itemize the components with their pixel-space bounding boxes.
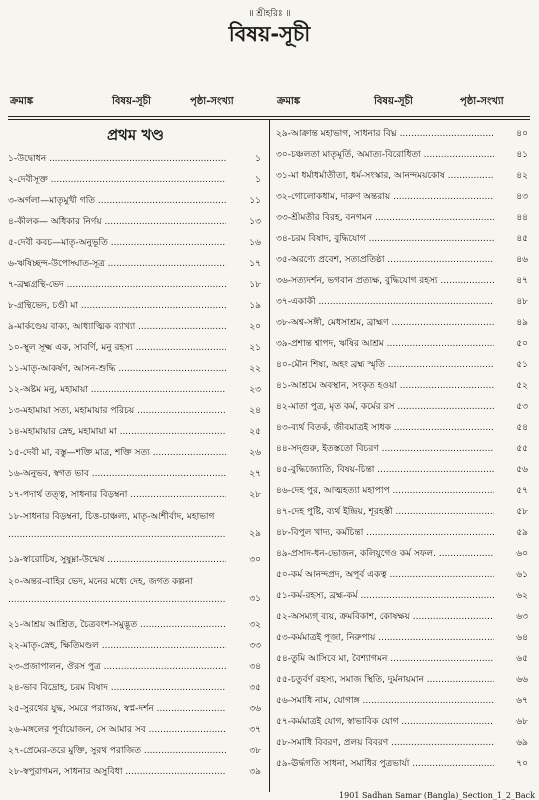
entry-page-number: ৫২ (516, 381, 528, 391)
entry-page-number: ৫৬ (516, 465, 528, 475)
entry-title: ২২-মাতৃ-স্নেহ, ক্ষিতিমণ্ডল ..... (8, 640, 226, 652)
entry-title: ৩-অর্গলা—মাতৃমুখী গতি ..... (8, 195, 226, 207)
entry-page-number: ৩৬ (249, 704, 261, 714)
entry-page-number: ৪০ (516, 129, 528, 139)
entry-page-number: ৪৮ (516, 297, 528, 307)
right-header-page: পৃষ্ঠা-সংখ্যা (460, 96, 504, 107)
entry-page-number: ৩৪ (249, 662, 261, 672)
left-entry-list (8, 149, 263, 783)
entry-page-number: ৭০ (516, 759, 528, 769)
entry-page-number: ৩৫ (249, 683, 261, 693)
entry-title: ৮-গ্রন্থিভেদ, চণ্ডী মা ..... (8, 300, 226, 312)
entry-page-number: ২১ (249, 343, 261, 353)
column-divider (269, 120, 270, 792)
entry-title: ২৫-সুরথের যুদ্ধ, সমরে পরাজয়, স্বপ্ন-দর্শন ..... (8, 703, 226, 715)
toc-entry (276, 166, 530, 187)
toc-entry (276, 250, 530, 271)
entry-page-number: ৩৩ (249, 641, 261, 651)
entry-page-number: ৩৭ (249, 725, 261, 735)
entry-title: ৩৭-একাকী ..... (276, 296, 494, 308)
toc-entry (8, 636, 263, 657)
toc-entry (8, 762, 263, 783)
toc-entry (276, 355, 530, 376)
toc-entry (276, 460, 530, 481)
entry-page-number: ২২ (249, 364, 261, 374)
entry-page-number: ২৭ (249, 469, 261, 479)
toc-entry (276, 565, 530, 586)
entry-title: ৪০-মৌন শিষ্য, অহং ব্রহ্ম স্মৃতি ..... (276, 359, 494, 371)
entry-page-number: ৪১ (516, 150, 528, 160)
entry-title: ৪২-মাতা পুত্র, মৃত কর্ম, কর্মের রস ..... (276, 401, 494, 413)
toc-entry (276, 523, 530, 544)
entry-page-number: ৬৬ (516, 675, 528, 685)
entry-title: ২১-আশ্রয় আশ্রিত, চৈত্রবংশ-সমুদ্ভূত ..... (8, 619, 226, 631)
entry-title: ৫১-কর্ম-রহস্য, ব্রহ্ম-কর্ম ..... (276, 590, 494, 602)
entry-title: ৪৯-প্রসাদ-ধন-ভোজন, কলিযুগেও কর্ম সফল. ..... (276, 548, 494, 560)
toc-entry (8, 506, 263, 550)
entry-title: ৩৬-সত্যদর্শন, ভগবান প্রত্যক্ষ, বুদ্ধিযোগ রহস্য ..... (276, 275, 494, 287)
left-header-subject: বিষয়-সূচী (112, 96, 151, 107)
left-header-serial: ক্রমাঙ্ক (10, 96, 34, 107)
entry-page-number: ১৭ (249, 259, 261, 269)
entry-page-number: ১ (255, 154, 261, 164)
entry-title: ৪৬-দেহ পুর, আত্মহত্যা মহাপাপ ..... (276, 485, 494, 497)
entry-title: ৫-দেবী কবচ—মাতৃ-অনুভূতি ..... (8, 237, 226, 249)
entry-page-number: ৬৭ (516, 696, 528, 706)
entry-page-number: ২৮ (249, 490, 261, 500)
toc-entry (8, 233, 263, 254)
toc-entry (8, 296, 263, 317)
entry-title: ১৩-মহামায়া সত্য, মহামায়ার পরিচয় ..... (8, 405, 226, 417)
entry-title: ৭-ব্রহ্মগ্রন্থি-ভেদ ..... (8, 279, 226, 291)
toc-entry (8, 741, 263, 762)
entry-title: ৩২-গোলোকধাম, দারুণ অন্তরায় ..... (276, 191, 494, 203)
entry-page-number: ৬০ (516, 549, 528, 559)
entry-title: ৪৫-বুদ্ধিজ্যোতি, বিষয়-চিন্তা ..... (276, 464, 494, 476)
entry-title: ১২-অষ্টম মনু, মহামায়া ..... (8, 384, 226, 396)
right-header-subject: বিষয়-সূচী (374, 96, 413, 107)
entry-page-number: ৬৪ (516, 633, 528, 643)
toc-entry (276, 397, 530, 418)
left-column (8, 124, 263, 783)
entry-page-number: ৬৩ (516, 612, 528, 622)
entry-title: ১৫-দেবী মা, বস্তু—শক্তি মাত্র, শক্তি সত্য ..... (8, 447, 226, 459)
toc-entry (276, 544, 530, 565)
toc-entry (276, 754, 530, 775)
footer-caption: 1901 Sadhan Samar (Bangla)_Section_1_2_Back (339, 791, 535, 800)
toc-entry (276, 313, 530, 334)
entry-title: ২৭-প্রেমের-তরে মুক্তি, সুরথ পরাজিত ..... (8, 745, 226, 757)
entry-title: ৫০-কর্ম আনন্দপ্রদ, অপূর্ব একত্ব ..... (276, 569, 494, 581)
entry-title: ২৪-ভাব বিদ্রোহ, চরম বিষাদ ..... (8, 682, 226, 694)
toc-entry (8, 485, 263, 506)
entry-page-number: ১৮ (249, 280, 261, 290)
entry-title: ৪৪-সদ্গুরু, ইতস্ততো বিচরণ ..... (276, 443, 494, 455)
entry-page-number: ৪২ (516, 171, 528, 181)
toc-entry (276, 376, 530, 397)
entry-title: ১৪-মহামায়ার স্নেহ, মহামায়া মা ..... (8, 426, 226, 438)
entry-title: ২৬-মঙ্গলের পূর্বায়োজন, সে আমার সব ..... (8, 724, 226, 736)
entry-title: ৫৯-ঊর্দ্ধগতি সাধনা, সমাধির পুত্রভার্যা ..... (276, 758, 494, 770)
toc-entry (8, 254, 263, 275)
toc-entry (8, 317, 263, 338)
entry-title: ৫৫-চতুর্বর্ণ রহস্য, সমাজ স্থিতি, দুর্মনায়মান ..... (276, 674, 494, 686)
entry-title: ৫৪-তুমি আসিবে মা, বৈশ্যাগমন ..... (276, 653, 494, 665)
toc-entry (276, 208, 530, 229)
entry-page-number: ৩১ (249, 594, 261, 604)
left-header-page: পৃষ্ঠা-সংখ্যা (190, 96, 234, 107)
entry-title: ৩৫-অরণ্যে প্রবেশ, সত্যপ্রতিষ্ঠা ..... (276, 254, 494, 266)
entry-title: ২০-অন্তর-বাহির ভেদ, মনের মধ্যে দেহ, জগত কল্পনা ..... (8, 573, 226, 609)
toc-entry (8, 550, 263, 571)
entry-title: ৫৮-সমাধি বিবরণ, প্রলয় বিবরণ ..... (276, 737, 494, 749)
toc-entry (8, 657, 263, 678)
entry-page-number: ৬৯ (516, 738, 528, 748)
toc-entry (276, 586, 530, 607)
entry-page-number: ৩২ (249, 620, 261, 630)
entry-title: ৩১-মা ধর্মাধর্মাতীতা, ধর্ম-সংস্কার, আনন্দময়কোষ ..... (276, 170, 494, 182)
entry-page-number: ২০ (249, 322, 261, 332)
toc-entry (8, 212, 263, 233)
entry-title: ১১-মাতৃ-আকর্ষণ, আসন-শুদ্ধি ..... (8, 363, 226, 375)
entry-page-number: ২৬ (249, 448, 261, 458)
right-entry-list (276, 124, 530, 775)
entry-page-number: ২৪ (249, 406, 261, 416)
toc-entry (276, 124, 530, 145)
toc-entry (276, 439, 530, 460)
entry-page-number: ৩৮ (249, 746, 261, 756)
toc-entry (276, 628, 530, 649)
entry-page-number: ২৩ (249, 385, 261, 395)
toc-entry (276, 733, 530, 754)
entry-title: ১৭-পদার্থ তত্ত্ব, সাধনার বিড়ম্বনা ..... (8, 489, 226, 501)
entry-title: ১৮-সাধনার বিড়ম্বনা, চিত্ত-চাঞ্চল্য, মাতৃ-আশীর্বাদ, মহাভাগ ..... (8, 508, 226, 544)
toc-entry (276, 481, 530, 502)
toc-entry (8, 678, 263, 699)
entry-title: ১৯-স্বারোচিষ, সুষুম্না-উন্মেষ ..... (8, 554, 226, 566)
entry-page-number: ৪৪ (516, 213, 528, 223)
toc-entry (8, 464, 263, 485)
entry-page-number: ৬৫ (516, 654, 528, 664)
entry-title: ৪-কীলক— অধিকার নির্ণয় ..... (8, 216, 226, 228)
toc-entry (8, 615, 263, 636)
entry-title: ১-উদ্বোধন ..... (8, 153, 226, 165)
toc-entry (276, 292, 530, 313)
toc-entry (8, 149, 263, 170)
header-rule-top (8, 116, 530, 117)
entry-page-number: ৪৫ (516, 234, 528, 244)
toc-entry (276, 502, 530, 523)
toc-entry (8, 401, 263, 422)
entry-page-number: ১১ (249, 196, 261, 206)
entry-page-number: ৬৮ (516, 717, 528, 727)
right-column (276, 124, 530, 775)
entry-page-number: ৫১ (516, 360, 528, 370)
toc-entry (276, 334, 530, 355)
entry-page-number: ৪৬ (516, 255, 528, 265)
toc-entry (8, 359, 263, 380)
entry-page-number: ৪৭ (516, 276, 528, 286)
entry-title: ৫৩-কর্মমাত্রই পূজা, নিরুপায় ..... (276, 632, 494, 644)
entry-page-number: ৪৯ (516, 318, 528, 328)
page-title: বিষয়-সূচী (228, 22, 311, 46)
entry-title: ২৯-আক্রান্ত মহাভাগ, সাধনার বিঘ্ন ..... (276, 128, 494, 140)
entry-page-number: ৫৫ (516, 444, 528, 454)
entry-title: ৩৩-শ্রীমতীর বিরহ, বনগমন ..... (276, 212, 494, 224)
toc-entry (8, 380, 263, 401)
toc-entry (8, 338, 263, 359)
entry-page-number: ১ (255, 175, 261, 185)
entry-title: ৩০-চঞ্চলতা মাতৃমূর্তি, অমাত্য-বিরোধিতা ..... (276, 149, 494, 161)
toc-entry (276, 187, 530, 208)
entry-page-number: ৫০ (516, 339, 528, 349)
entry-title: ৪৭-দেহ পুষ্টি, ব্যর্থ ইন্দ্রিয়, শূরহস্তী ..... (276, 506, 494, 518)
toc-entry (8, 422, 263, 443)
entry-title: ৪৩-ব্যর্থ বিতর্ক, জীবমাত্রই সাধক ..... (276, 422, 494, 434)
entry-title: ২-দেবীসূক্ত ..... (8, 174, 226, 186)
entry-title: ৩৯-প্রশান্ত শ্বাপদ, ঋষির আশ্রম ..... (276, 338, 494, 350)
entry-title: ২৩-প্রজাপালন, ঔরস পুত্র ..... (8, 661, 226, 673)
toc-entry (8, 720, 263, 741)
entry-title: ১৬-অনুভব, স্বগত ভাব ..... (8, 468, 226, 480)
entry-page-number: ১৯ (249, 301, 261, 311)
toc-entry (276, 229, 530, 250)
entry-title: ৩৮-অশ্ব-সঙ্গী, মেধসাশ্রম, ব্রাহ্মণ ..... (276, 317, 494, 329)
invocation-text: ॥ শ্রীহরিঃ ॥ (248, 9, 291, 19)
toc-entry (276, 607, 530, 628)
entry-title: ৪১-আশ্রমে অবস্থান, সংকৃত হওয়া ..... (276, 380, 494, 392)
entry-page-number: ৪৩ (516, 192, 528, 202)
toc-entry (276, 712, 530, 733)
entry-page-number: ১৬ (249, 238, 261, 248)
entry-page-number: ৬২ (516, 591, 528, 601)
entry-page-number: ৫৪ (516, 423, 528, 433)
entry-page-number: ১৩ (249, 217, 261, 227)
entry-title: ৪৮-বিপুল খাদ্য, কর্মচিন্তা ..... (276, 527, 494, 539)
entry-title: ৫২-অসম্যগ্‌ ব্যয়, ক্রমবিকাশ, কোষক্ষয় ..... (276, 611, 494, 623)
entry-page-number: ৩০ (249, 555, 261, 565)
section-heading: প্রথম খণ্ড (106, 126, 165, 144)
entry-title: ৬-ঋষিচ্ছন্দ-উপোদ্ঘাত-সূত্র ..... (8, 258, 226, 270)
entry-page-number: ৫৩ (516, 402, 528, 412)
toc-entry (8, 571, 263, 615)
toc-entry (276, 670, 530, 691)
entry-page-number: ২৫ (249, 427, 261, 437)
entry-page-number: ৫৮ (516, 507, 528, 517)
entry-title: ২৮-স্বপুরাগমন, সাধনার অসুবিধা ..... (8, 766, 226, 778)
entry-page-number: ২৯ (249, 529, 261, 539)
entry-title: ৯-মার্কণ্ডেয় বাক্য, আধ্যাত্মিক ব্যাখ্যা ..... (8, 321, 226, 333)
toc-entry (276, 418, 530, 439)
entry-title: ৫৭-কর্মমাত্রই যোগ, স্বাভাবিক যোগ ..... (276, 716, 494, 728)
entry-page-number: ৬১ (516, 570, 528, 580)
toc-entry (8, 191, 263, 212)
toc-entry (8, 699, 263, 720)
entry-page-number: ৩৯ (249, 767, 261, 777)
entry-page-number: ৫৭ (516, 486, 528, 496)
right-header-serial: ক্রমাঙ্ক (277, 96, 301, 107)
entry-title: ৩৪-চরম বিষাদ, বুদ্ধিযোগ ..... (276, 233, 494, 245)
toc-entry (8, 170, 263, 191)
toc-entry (276, 271, 530, 292)
entry-title: ৫৬-সমাধি নাম, যোগাঙ্গ ..... (276, 695, 494, 707)
toc-entry (8, 275, 263, 296)
entry-title: ১০-স্থূল সূক্ষ্ম এক, সাবর্ণি, মনু রহস্য ..... (8, 342, 226, 354)
toc-entry (276, 145, 530, 166)
toc-entry (276, 649, 530, 670)
toc-entry (8, 443, 263, 464)
toc-entry (276, 691, 530, 712)
entry-page-number: ৫৯ (516, 528, 528, 538)
